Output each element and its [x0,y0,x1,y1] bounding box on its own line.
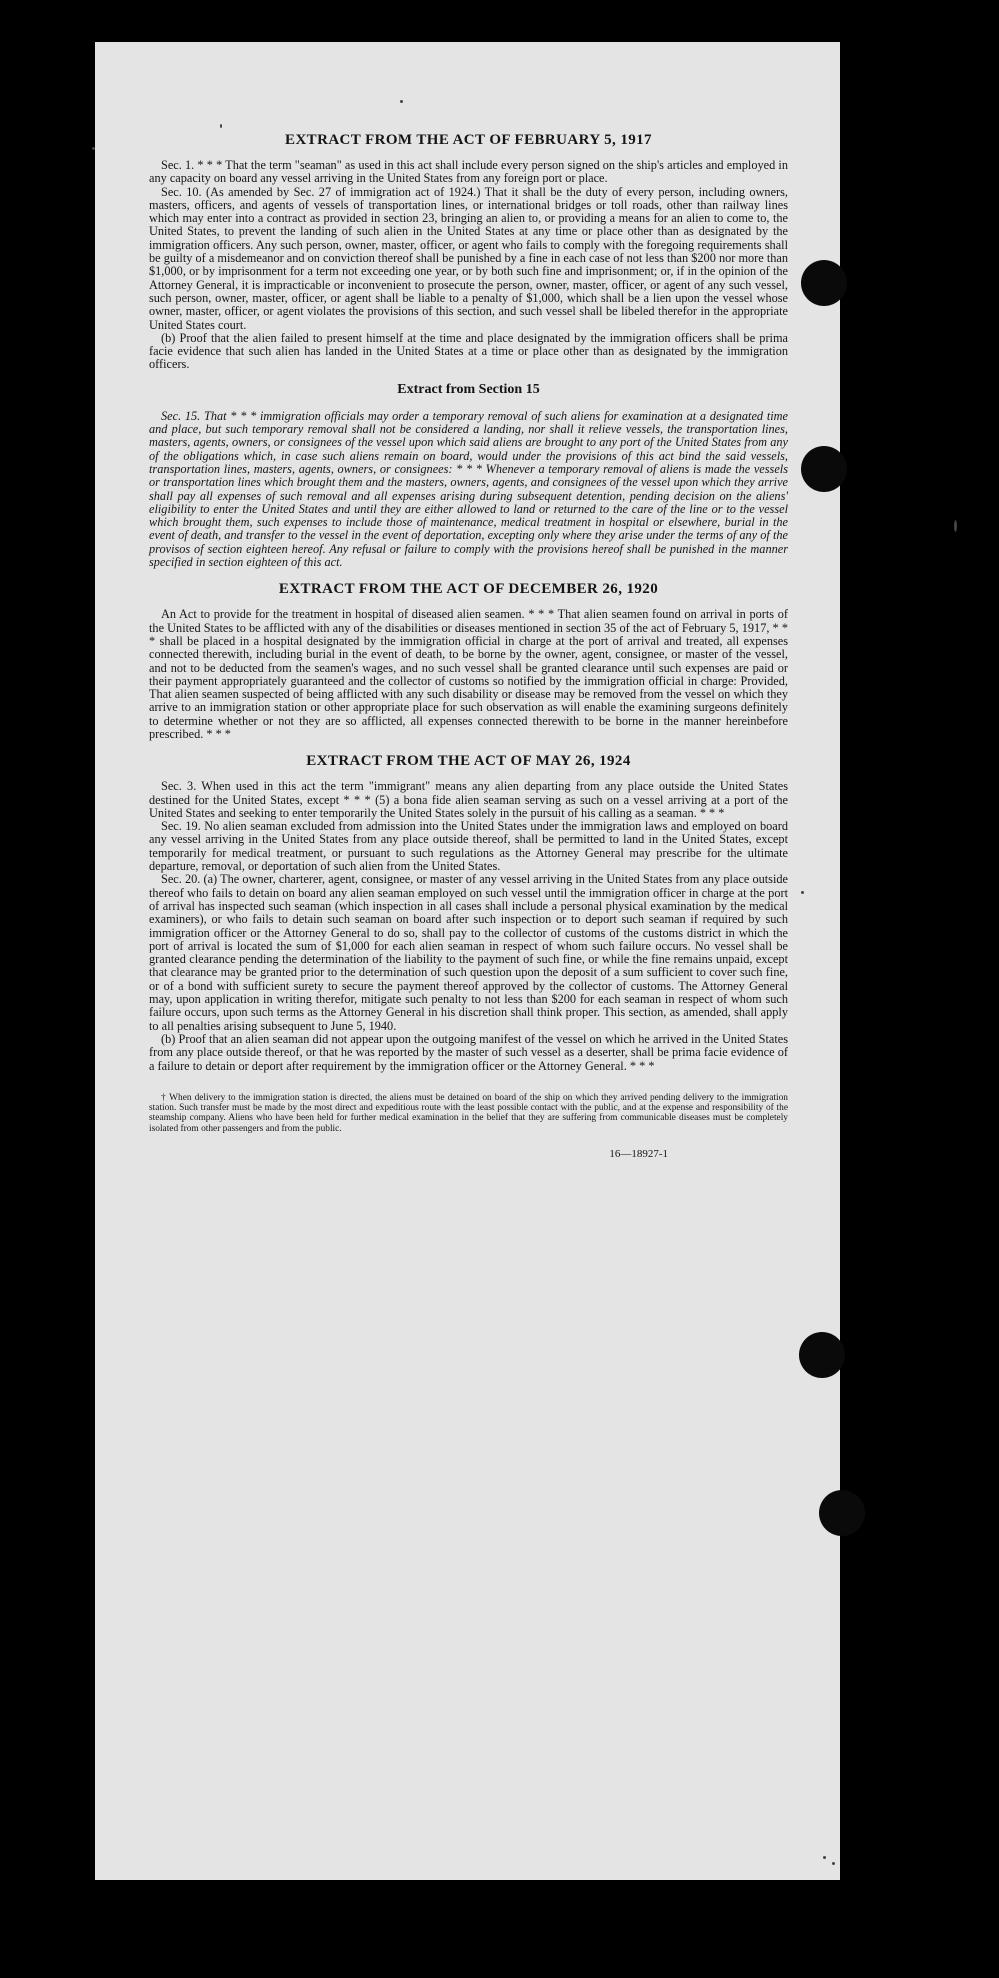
speck [823,1856,826,1859]
speck [92,147,95,150]
footnote: † When delivery to the immigration station is directed, the aliens must be detained on board of the ship on which they arrived pending delivery to the immigration station. Such transfer must be made by the most direct and expeditious route with the least possible contact with the public, and at the expense and responsibility of the steamship company. Aliens who have been held for further medical examination in the belief that they are suffering from communicable diseases must be completely isolated from other passengers and from the public. [149,1092,788,1134]
paragraph: Sec. 19. No alien seaman excluded from admission into the United States under the immigration laws and employed on board any vessel arriving in the United States from any place outside thereof, shall be permitted to land in the United States, except temporarily for medical treatment, or pursuant to such regulations as the Attorney General may prescribe for the ultimate departure, removal, or deportation of such alien from the United States. [149,819,788,874]
paragraph: Sec. 3. When used in this act the term "immigrant" means any alien departing from any place outside the United States destined for the United States, except * * * (5) a bona fide alien seaman serving as such on a vessel arriving at a port of the United States and seeking to enter temporarily the United States solely in the pursuit of his calling as a seaman. * * * [149,779,788,820]
paragraph: (b) Proof that the alien failed to present himself at the time and place designated by the immigration officers shall be prima facie evidence that such alien has landed in the United States at a time or place other than as designated by the immigration officers. [149,330,788,372]
section-15-extract [149,382,788,570]
paragraph: (b) Proof that an alien seaman did not appear upon the outgoing manifest of the vessel on which he arrived in the United States from any place outside thereof, or that he was reported by the master of such vessel as a deserter, shall be prima facie evidence of a failure to detain or deport after requirement by the immigration officer or the Attorney General. * * * [149,1031,788,1073]
paragraph: Sec. 10. (As amended by Sec. 27 of immigration act of 1924.) That it shall be the duty of every person, including owners, masters, officers, and agents of vessels of transportation lines, or international bridges or toll roads, other than railway lines which may enter into a contract as provided in section 23, bringing an alien to, or providing a means for an alien to come to, the United States, to prevent the landing of such alien in the United States at any time or place other than as designated by the immigration officers. Any such person, owner, master, officer, or agent who fails to comply with the foregoing requirements shall be guilty of a misdemeanor and on conviction thereof shall be punished by a fine in each case of not less than $200 nor more than $1,000, or by imprisonment for a term not exceeding one year, or by both such fine and imprisonment; or, if in the opinion of the Attorney General, it is impracticable or inconvenient to prosecute the person, owner, master, officer, or agent of any such vessel, such person, owner, master, officer, or agent shall be liable to a penalty of $1,000, which shall be a lien upon the vessel whose owner, master, officer, or agent violates the provisions of this section, and such vessel shall be libeled therefor in the appropriate United States court. [149,184,788,332]
paragraph: Sec. 20. (a) The owner, charterer, agent, consignee, or master of any vessel arriving in the United States from any place outside thereof who fails to detain on board any alien seaman employed on such vessel until the immigration officer in charge at the port of arrival has inspected such seaman (which inspection in all cases shall include a personal physical examination by the medical examiners), or who fails to detain such seaman on board after such inspection or to deport such seaman if required by such immigration officer or the Attorney General to do so, shall pay to the collector of customs of the customs district in which the port of arrival is located the sum of $1,000 for each alien seaman in respect of whom such failure occurs. No vessel shall be granted clearance pending the determination of the liability to the payment of such fine, or while the fine remains unpaid, except that clearance may be granted prior to the determination of such question upon the deposit of a sum sufficient to cover such fine, or of a bond with sufficient surety to secure the payment thereof approved by the collector of customs. The Attorney General may, upon application in writing therefor, mitigate such penalty to not less than $200 for each seaman in respect of whom such failure occurs, upon such terms as the Attorney General in his discretion shall think proper. This section, as amended, shall apply to all penalties arising subsequent to June 5, 1940. [149,872,788,1033]
section-act-1924 [149,753,788,1073]
section-act-1920 [149,581,788,741]
punch-hole [799,1332,845,1378]
punch-hole [801,260,847,306]
speck [832,1862,835,1865]
paragraph: An Act to provide for the treatment in hospital of diseased alien seamen. * * * That alien seamen found on arrival in ports of the United States to be afflicted with any of the disabilities or diseases mentioned in section 35 of the act of February 5, 1917, * * * shall be placed in a hospital designated by the immigration official in charge at the port of arrival and treated, all expenses connected therewith, including burial in the event of death, to be borne by the owner, agent, consignee, or master of the vessel, and not to be deducted from the seamen's wages, and no such vessel shall be granted clearance until such expenses are paid or their payment appropriately guaranteed and the collector of customs so notified by the immigration official in charge: Provided, That alien seamen suspected of being afflicted with any such disability or disease may be removed from the vessel on which they arrive to an immigration station or other appropriate place for such observation as will enable the examining surgeons definitely to determine whether or not they are so afflicted, all expenses connected therewith to be borne in the manner hereinbefore prescribed. * * * [149,607,788,741]
speck [801,891,804,894]
speck [220,124,222,128]
document-page [95,42,840,1880]
section-act-1917 [149,132,788,372]
paragraph: Sec. 1. * * * That the term "seaman" as used in this act shall include every person signed on the ship's articles and employed in any capacity on board any vessel arriving in the United States from any foreign port or place. [149,158,788,186]
paragraph: Sec. 15. That * * * immigration officials may order a temporary removal of such aliens for examination at a designated time and place, but such temporary removal shall not be considered a landing, nor shall it relieve vessels, the transportation lines, masters, agents, owners, or consignees of the vessel upon which said aliens are brought to any port of the United States from any of the obligations which, in case such aliens remain on board, would under the provisions of this act bind the said vessels, transportation lines, masters, agents, owners, or consignees: * * * Whenever a temporary removal of aliens is made the vessels or transportation lines which brought them and the masters, owners, agents, and consignees of the vessel upon which they arrive shall pay all expenses of such removal and all expenses arising during subsequent detention, pending decision on the aliens' eligibility to enter the United States and until they are either allowed to land or returned to the care of the line or to the vessel which brought them, such expenses to include those of maintenance, medical treatment in hospital or elsewhere, burial in the event of death, and transfer to the vessel in the event of deportation, excepting only where they arise under the terms of any of the provisos of section eighteen hereof. Any refusal or failure to comply with the provisions hereof shall be punished in the manner specified in section eighteen of this act. [149,408,788,570]
section-heading: EXTRACT FROM THE ACT OF DECEMBER 26, 1920 [278,581,659,598]
section-heading: EXTRACT FROM THE ACT OF FEBRUARY 5, 1917 [285,132,652,148]
punch-hole [801,446,847,492]
punch-hole [819,1490,865,1536]
section-heading: Extract from Section 15 [397,381,540,397]
speck [400,100,403,103]
speck [954,520,957,532]
section-heading: EXTRACT FROM THE ACT OF MAY 26, 1924 [306,753,631,770]
form-code: 16—18927-1 [609,1148,668,1160]
